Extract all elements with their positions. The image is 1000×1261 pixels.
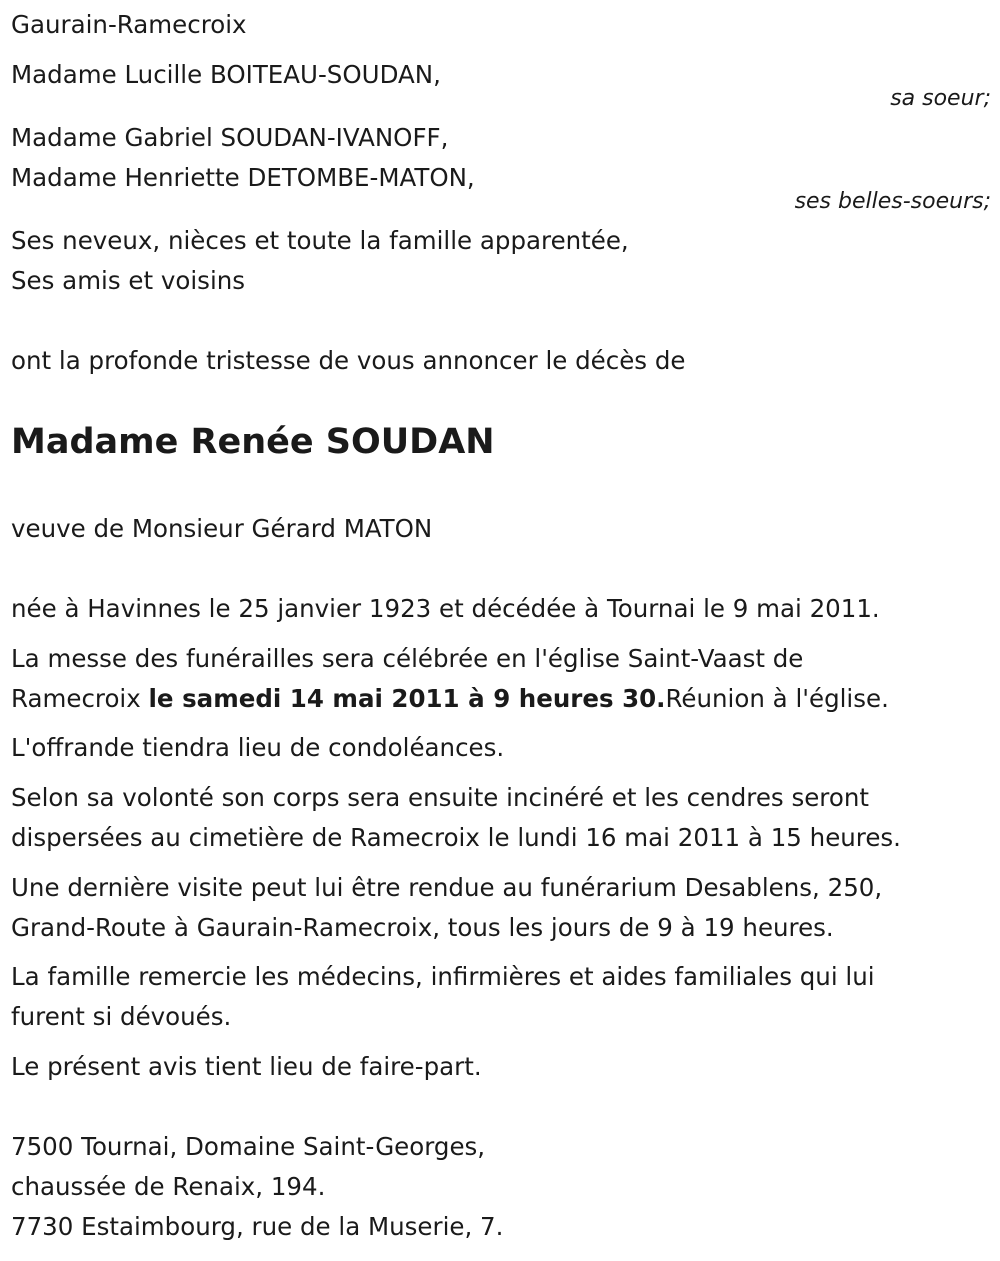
thanks-line-1: La famille remercie les médecins, infirmières et aides familiales qui lui: [11, 962, 875, 991]
family-member-sister-in-law-2: Madame Henriette DETOMBE-MATON,: [11, 163, 475, 192]
funeral-meeting: Réunion à l'église.: [665, 684, 889, 713]
visit-line-1: Une dernière visite peut lui être rendue au funérarium Desablens, 250,: [11, 873, 883, 902]
funeral-line-2: [11, 684, 889, 714]
funeral-place: Ramecroix: [11, 684, 149, 713]
deceased-name: Madame Renée SOUDAN: [11, 422, 495, 462]
thanks-line-2: furent si dévoués.: [11, 1002, 232, 1031]
family-member-sister: Madame Lucille BOITEAU-SOUDAN,: [11, 60, 441, 89]
address-line-1: 7500 Tournai, Domaine Saint-Georges,: [11, 1132, 486, 1161]
cremation-line-2: dispersées au cimetière de Ramecroix le lundi 16 mai 2011 à 15 heures.: [11, 823, 901, 852]
widow-of: veuve de Monsieur Gérard MATON: [11, 514, 433, 543]
cremation-line-1: Selon sa volonté son corps sera ensuite incinéré et les cendres seront: [11, 783, 869, 812]
family-member-sister-in-law-1: Madame Gabriel SOUDAN-IVANOFF,: [11, 123, 449, 152]
announcement: ont la profonde tristesse de vous annoncer le décès de: [11, 346, 686, 375]
funeral-date-time: le samedi 14 mai 2011 à 9 heures 30.: [148, 684, 666, 713]
offering: L'offrande tiendra lieu de condoléances.: [11, 733, 505, 762]
extended-family-line: Ses neveux, nièces et toute la famille apparentée,: [11, 226, 629, 255]
relation-sister: sa soeur;: [890, 86, 991, 111]
address-line-2: chaussée de Renaix, 194.: [11, 1172, 326, 1201]
relation-sisters-in-law: ses belles-soeurs;: [794, 189, 991, 214]
visit-line-2: Grand-Route à Gaurain-Ramecroix, tous les jours de 9 à 19 heures.: [11, 913, 834, 942]
friends-line: Ses amis et voisins: [11, 266, 246, 295]
birth-death: née à Havinnes le 25 janvier 1923 et décédée à Tournai le 9 mai 2011.: [11, 594, 880, 623]
faire-part: Le présent avis tient lieu de faire-part.: [11, 1052, 482, 1081]
address-line-3: 7730 Estaimbourg, rue de la Muserie, 7.: [11, 1212, 504, 1241]
funeral-line-1: La messe des funérailles sera célébrée en l'église Saint-Vaast de: [11, 644, 804, 673]
locality: Gaurain-Ramecroix: [11, 10, 247, 39]
